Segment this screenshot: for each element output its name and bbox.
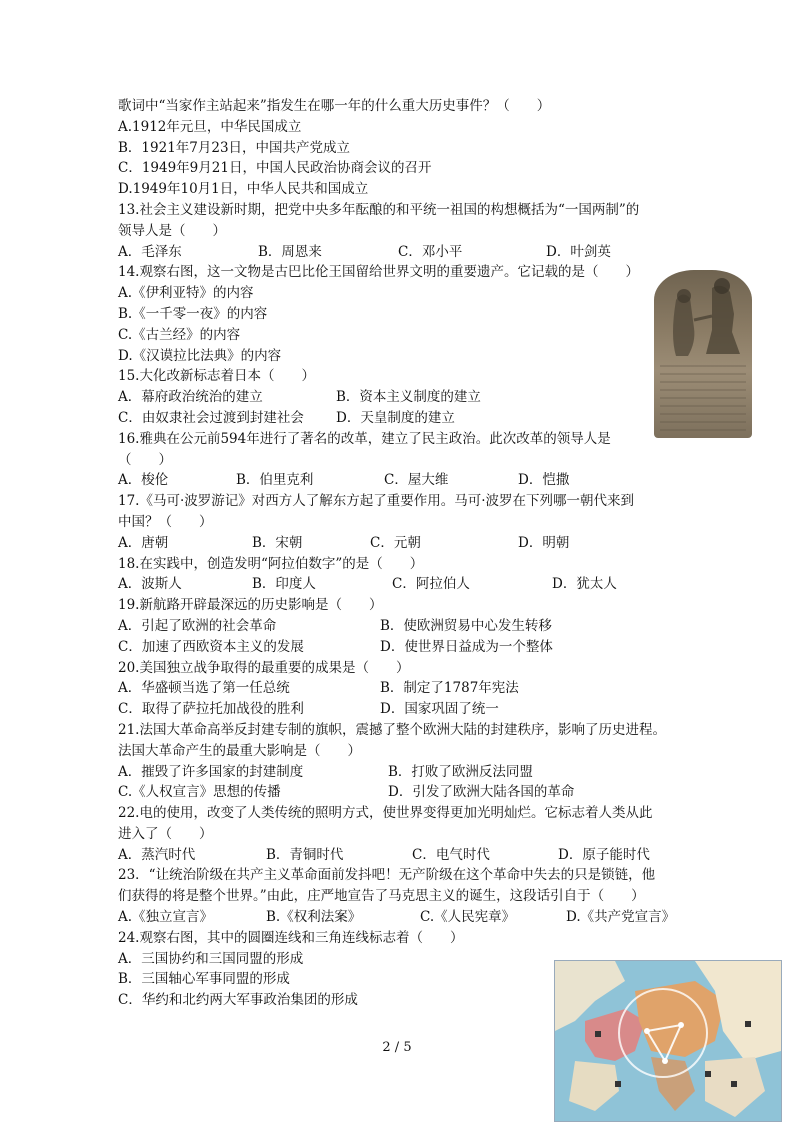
- q15-option-d: D．天皇制度的建立: [336, 409, 455, 426]
- q20-option-b: B．制定了1787年宪法: [380, 680, 519, 697]
- q18-stem: 18.在实践中，创造发明“阿拉伯数字”的是（ ）: [118, 555, 424, 572]
- q16-option-c: C．屋大维: [384, 472, 449, 489]
- q20-stem: 20.美国独立战争取得的最重要的成果是（ ）: [118, 659, 410, 676]
- q17-options: [118, 533, 688, 554]
- q18-option-b: B．印度人: [252, 576, 316, 593]
- q13-option-b: B．周恩来: [258, 243, 322, 260]
- q16-option-b: B．伯里克利: [236, 472, 314, 489]
- page-number: 2 / 5: [382, 1040, 412, 1055]
- q22-option-a: A．蒸汽时代: [118, 846, 196, 863]
- stele-drawing: [654, 270, 752, 438]
- q17-option-a: A．唐朝: [118, 534, 169, 551]
- q20-options-row2: [118, 699, 688, 720]
- q23-options: [118, 907, 688, 928]
- q19-option-c: C．加速了西欧资本主义的发展: [118, 638, 304, 655]
- q22-options: [118, 845, 688, 866]
- q17-option-b: B．宋朝: [252, 534, 303, 551]
- q15-stem: 15.大化改新标志着日本（ ）: [118, 368, 315, 385]
- q22-stem-cont: 进入了（ ）: [118, 825, 213, 842]
- q12-option-b: B．1921年7月23日，中国共产党成立: [118, 139, 351, 156]
- q22-stem: 22.电的使用，改变了人类传统的照明方式，使世界变得更加光明灿烂。它标志着人类从此: [118, 805, 653, 822]
- q14-option-d: D.《汉谟拉比法典》的内容: [118, 347, 282, 364]
- q15-options-row2: [118, 408, 688, 429]
- q21-option-d: D．引发了欧洲大陆各国的革命: [388, 784, 575, 801]
- q16-stem: 16.雅典在公元前594年进行了著名的改革，建立了民主政治。此次改革的领导人是: [118, 430, 611, 447]
- q16-option-a: A．梭伦: [118, 472, 169, 489]
- q22-option-d: D．原子能时代: [558, 846, 650, 863]
- q19-options-row1: [118, 616, 688, 637]
- q15-option-c: C．由奴隶社会过渡到封建社会: [118, 409, 304, 426]
- q21-stem-cont: 法国大革命产生的最重大影响是（ ）: [118, 742, 361, 759]
- q18-option-d: D．犹太人: [552, 576, 617, 593]
- q14-option-c: C.《古兰经》的内容: [118, 326, 241, 343]
- q18-option-c: C．阿拉伯人: [392, 576, 470, 593]
- q21-option-a: A．摧毁了许多国家的封建制度: [118, 763, 304, 780]
- q12-option-a: A.1912年元旦，中华民国成立: [118, 118, 302, 135]
- q20-options-row1: [118, 678, 688, 699]
- q13-option-c: C．邓小平: [398, 243, 463, 260]
- q24-option-c: C．华约和北约两大军事政治集团的形成: [118, 992, 358, 1009]
- q15-option-b: B．资本主义制度的建立: [336, 389, 481, 406]
- q17-stem-cont: 中国？（ ）: [118, 513, 213, 530]
- hammurabi-stele-image: [654, 270, 752, 438]
- q12-option-c: C．1949年9月21日，中国人民政治协商会议的召开: [118, 160, 432, 177]
- q19-option-d: D．使世界日益成为一个整体: [380, 638, 553, 655]
- q21-stem: 21.法国大革命高举反封建专制的旗帜，震撼了整个欧洲大陆的封建秩序，影响了历史进程。: [118, 721, 666, 738]
- q14-option-a: A.《伊利亚特》的内容: [118, 285, 254, 302]
- q16-options: [118, 470, 688, 491]
- q13-options: [118, 242, 688, 263]
- q18-option-a: A．波斯人: [118, 576, 182, 593]
- q22-option-b: B．青铜时代: [266, 846, 344, 863]
- q12-stem: 歌词中“当家作主站起来”指发生在哪一年的什么重大历史事件？（ ）: [118, 98, 551, 114]
- q24-option-b: B．三国轴心军事同盟的形成: [118, 971, 290, 988]
- q23-option-d: D.《共产党宣言》: [566, 909, 676, 926]
- q13-stem: 13.社会主义建设新时期，把党中央多年酝酿的和平统一祖国的构想概括为“一国两制”的: [118, 201, 640, 218]
- q23-option-b: B.《权利法案》: [266, 909, 362, 926]
- q19-option-a: A．引起了欧洲的社会革命: [118, 617, 277, 634]
- q20-option-a: A．华盛顿当选了第一任总统: [118, 680, 290, 697]
- q14-stem: 14.观察右图，这一文物是古巴比伦王国留给世界文明的重要遗产。它记载的是（ ）: [118, 264, 639, 281]
- q20-option-c: C．取得了萨拉托加战役的胜利: [118, 701, 304, 718]
- q21-option-c: C.《人权宣言》思想的传播: [118, 784, 281, 801]
- q23-option-a: A.《独立宣言》: [118, 909, 214, 926]
- q17-option-d: D．明朝: [518, 534, 570, 551]
- q23-option-c: C.《人民宪章》: [420, 909, 516, 926]
- q15-options-row1: [118, 387, 688, 408]
- q17-option-c: C．元朝: [370, 534, 421, 551]
- q15-option-a: A．幕府政治统治的建立: [118, 389, 263, 406]
- q24-option-a: A．三国协约和三国同盟的形成: [118, 950, 304, 967]
- q19-option-b: B．使欧洲贸易中心发生转移: [380, 617, 552, 634]
- q21-options-row1: [118, 762, 688, 783]
- q14-option-b: B.《一千零一夜》的内容: [118, 305, 268, 322]
- q17-stem: 17.《马可·波罗游记》对西方人了解东方起了重要作用。马可·波罗在下列哪一朝代来到: [118, 493, 635, 510]
- q16-stem-cont: （ ）: [118, 451, 172, 468]
- q23-stem: 23．“让统治阶级在共产主义革命面前发抖吧！无产阶级在这个革命中失去的只是锁链，他: [118, 867, 656, 884]
- q20-option-d: D．国家巩固了统一: [380, 701, 499, 718]
- q18-options: [118, 574, 688, 595]
- question-list: [118, 96, 688, 1011]
- q13-option-a: A．毛泽东: [118, 243, 182, 260]
- q12-option-d: D.1949年10月1日，中华人民共和国成立: [118, 181, 369, 198]
- q23-stem-cont: 们获得的将是整个世界。”由此，庄严地宣告了马克思主义的诞生，这段话引自于（ ）: [118, 888, 645, 905]
- q13-option-d: D．叶剑英: [546, 243, 611, 260]
- q21-option-b: B．打败了欧洲反法同盟: [388, 763, 533, 780]
- q24-stem: 24.观察右图，其中的圆圈连线和三角连线标志着（ ）: [118, 929, 464, 946]
- q19-stem: 19.新航路开辟最深远的历史影响是（ ）: [118, 597, 383, 614]
- q13-stem-cont: 领导人是（ ）: [118, 222, 226, 239]
- q22-option-c: C．电气时代: [412, 846, 490, 863]
- q21-options-row2: [118, 782, 688, 803]
- q19-options-row2: [118, 637, 688, 658]
- q16-option-d: D．恺撒: [518, 472, 570, 489]
